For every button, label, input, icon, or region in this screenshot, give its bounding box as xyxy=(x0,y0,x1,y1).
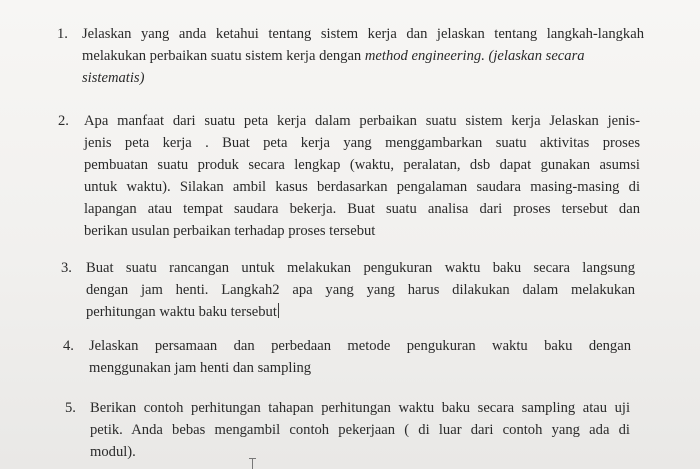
question-number: 2. xyxy=(58,113,69,129)
question-line: dengan jam henti. Langkah2 apa yang yang harus dilakukan dalam melakukan xyxy=(86,282,635,298)
question-text xyxy=(86,257,635,323)
question-line: untuk waktu). Silakan ambil kasus berdasarkan pengalaman saudara masing-masing di xyxy=(84,179,640,195)
question-text xyxy=(90,397,630,463)
question-line: perhitungan waktu baku tersebut xyxy=(86,304,277,320)
question-number: 4. xyxy=(63,338,74,354)
question-line: petik. Anda bebas mengambil contoh pekerjaan ( di luar dari contoh yang ada di xyxy=(90,422,630,438)
question-line: Buat suatu rancangan untuk melakukan pengukuran waktu baku secara langsung xyxy=(86,260,635,276)
question-number: 3. xyxy=(61,260,72,276)
question-line: melakukan perbaikan suatu sistem kerja dengan method engineering. (jelaskan secara xyxy=(82,48,585,64)
question-line: pembuatan suatu produk secara lengkap (waktu, peralatan, dsb dapat gunakan asumsi xyxy=(84,157,640,173)
question-line: Apa manfaat dari suatu peta kerja dalam perbaikan suatu sistem kerja Jelaskan jenis- xyxy=(84,113,640,129)
question-line: menggunakan jam henti dan sampling xyxy=(89,360,312,376)
question-text xyxy=(82,23,644,89)
question-line: Berikan contoh perhitungan tahapan perhitungan waktu baku secara sampling atau uji xyxy=(90,400,630,416)
mouse-ibeam-icon xyxy=(249,458,257,469)
question-line: jenis peta kerja . Buat peta kerja yang menggambarkan suatu aktivitas proses xyxy=(84,135,640,151)
question-line: Jelaskan yang anda ketahui tentang sistem kerja dan jelaskan tentang langkah-langkah xyxy=(82,26,644,42)
question-number: 5. xyxy=(65,400,76,416)
question-text xyxy=(89,335,631,379)
question-line: Jelaskan persamaan dan perbedaan metode pengukuran waktu baku dengan xyxy=(89,338,631,354)
text-cursor xyxy=(278,303,279,318)
question-line: modul). xyxy=(90,444,136,460)
question-number: 1. xyxy=(57,26,68,42)
question-line: lapangan atau tempat saudara bekerja. Buat suatu analisa dari proses tersebut dan xyxy=(84,201,640,217)
question-line: sistematis) xyxy=(82,70,145,86)
question-line: berikan usulan perbaikan terhadap proses tersebut xyxy=(84,223,376,239)
question-text xyxy=(84,110,640,242)
